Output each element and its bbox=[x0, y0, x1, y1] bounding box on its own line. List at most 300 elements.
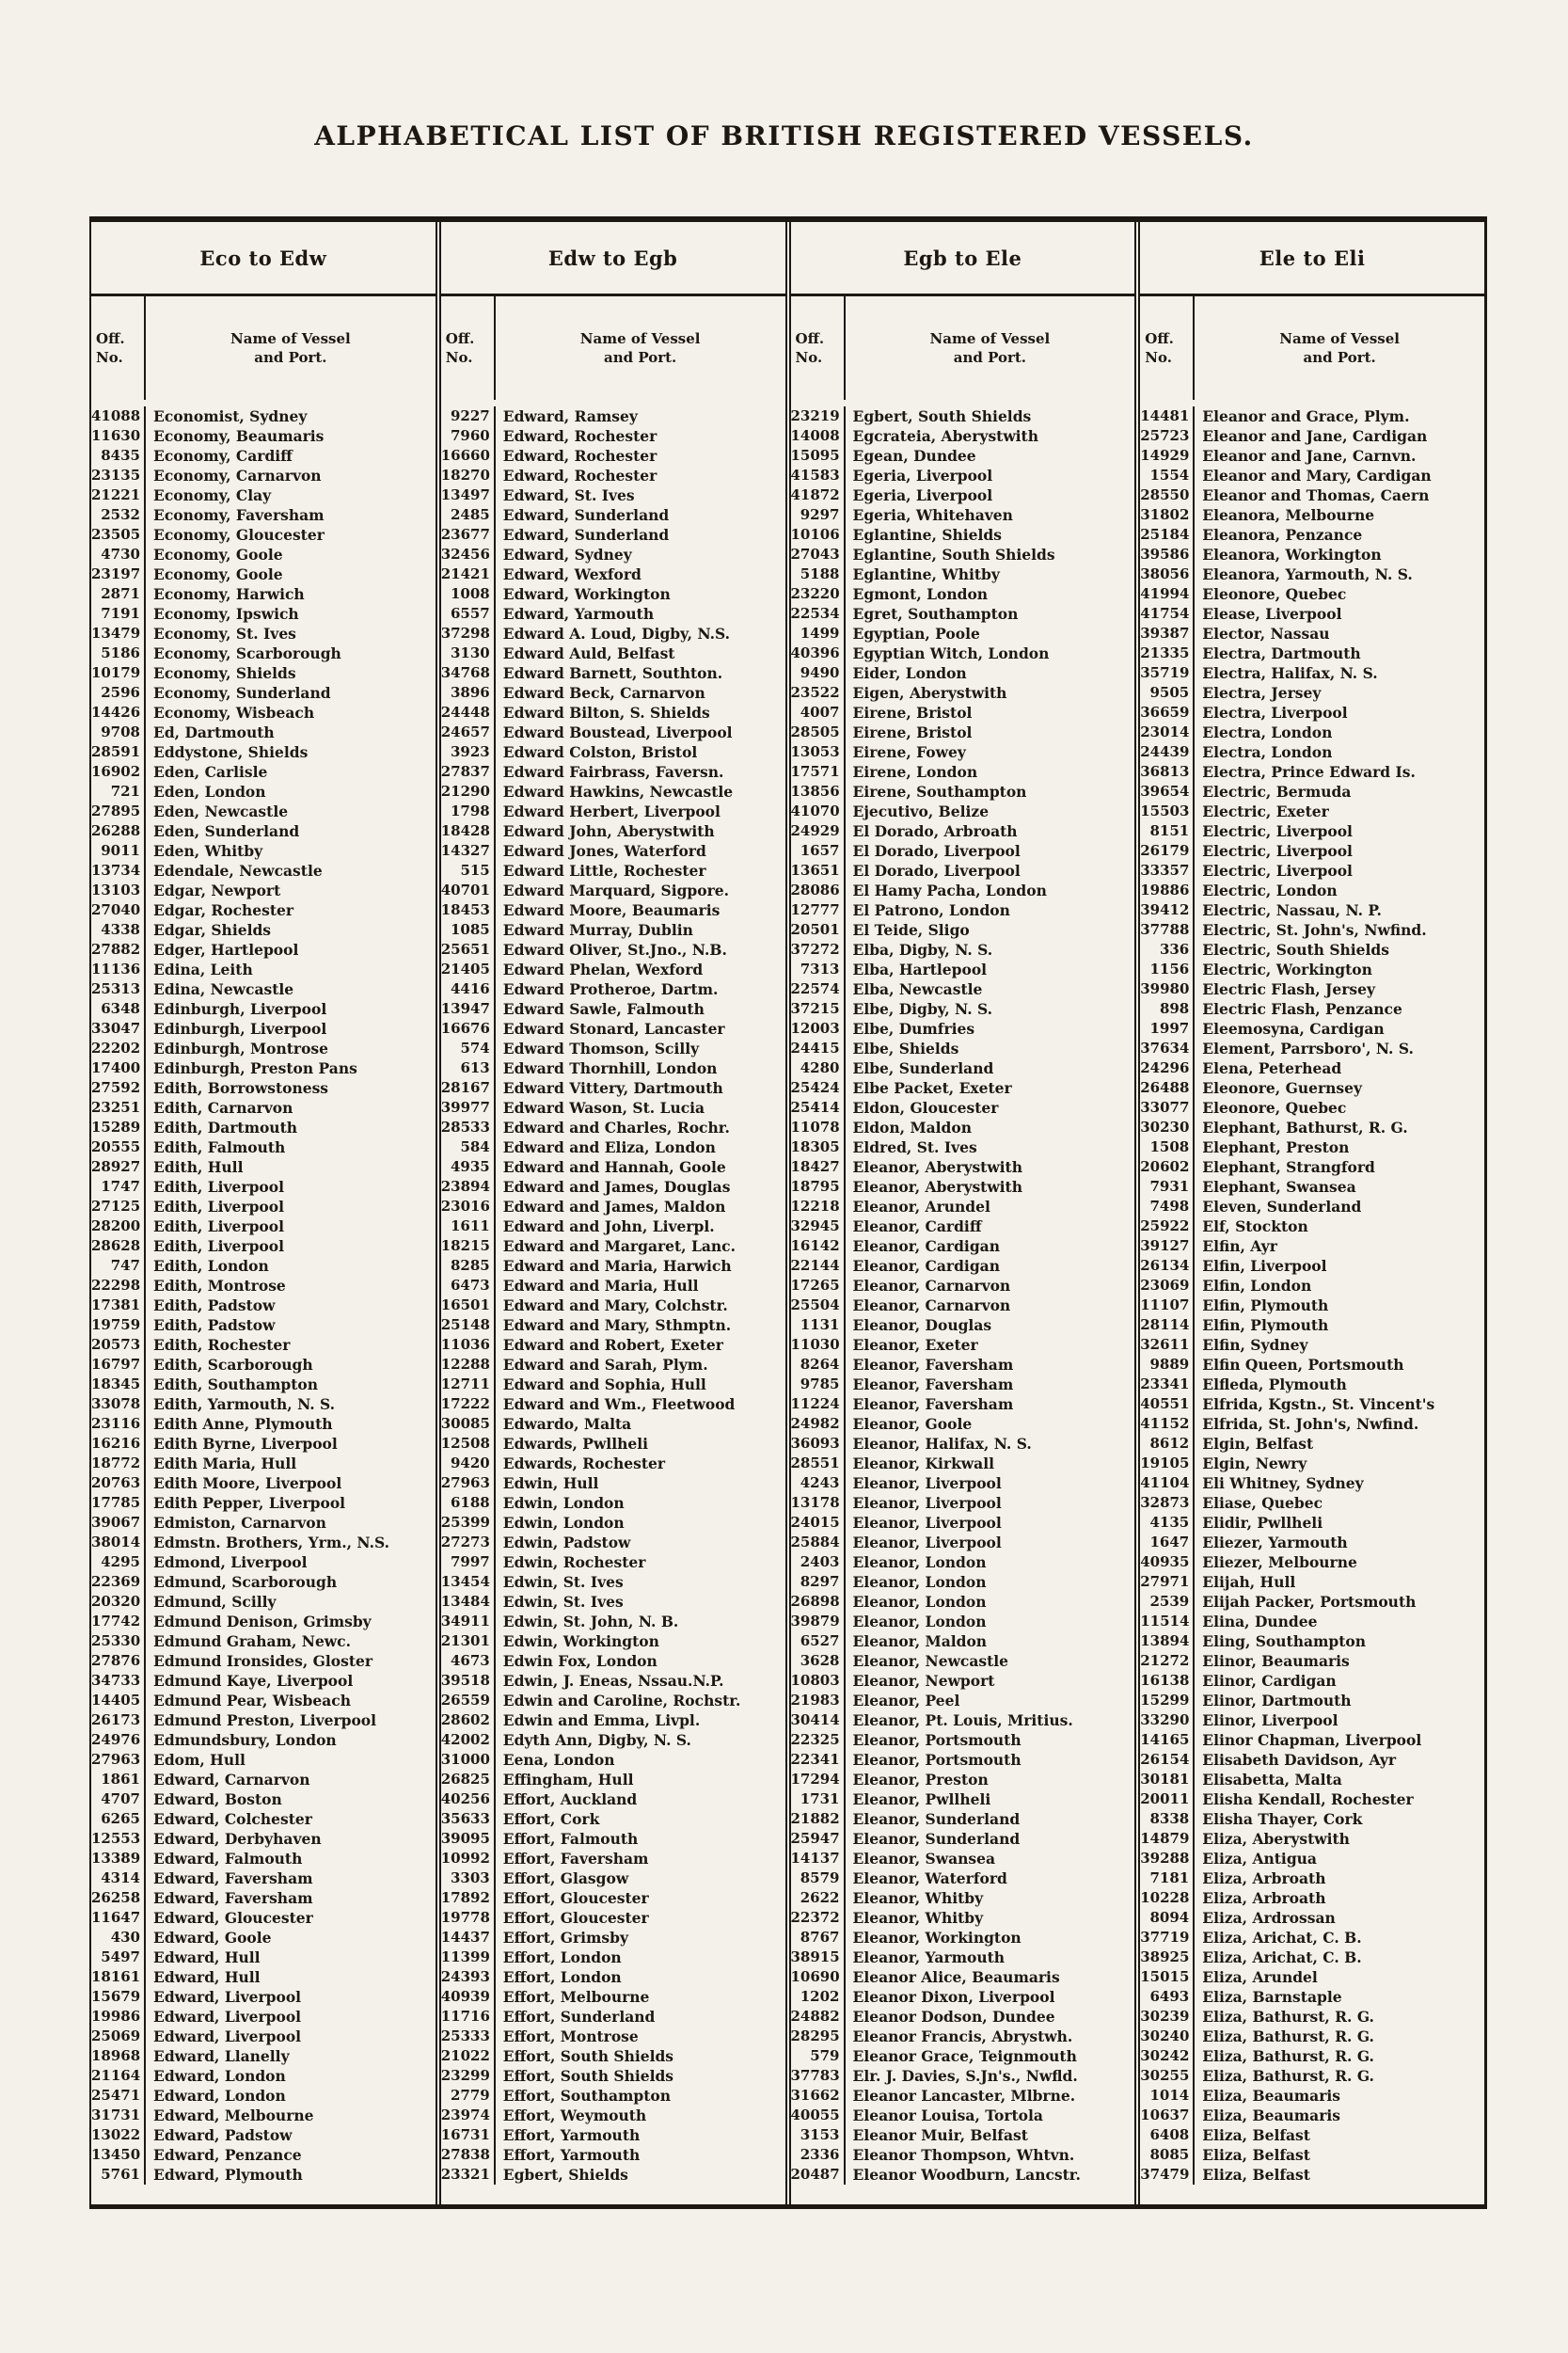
vessel-name-port-cell: Edwin and Emma, Livpl. bbox=[502, 1711, 701, 1729]
table-row bbox=[791, 1631, 1135, 1651]
vessel-name-port-cell: Electric, Liverpool bbox=[1202, 862, 1353, 880]
vessel-name-port-cell: Edward Thornhill, London bbox=[502, 1059, 718, 1077]
vessel-name-port-cell: Eleanor, Carnarvon bbox=[852, 1277, 1011, 1295]
vessel-name-port-cell: Edith, Montrose bbox=[153, 1277, 286, 1295]
vessel-name-port-cell: El Dorado, Liverpool bbox=[852, 862, 1021, 880]
table-row bbox=[791, 900, 1135, 920]
official-number-cell: 31802 bbox=[1140, 505, 1195, 525]
vessel-name-port-cell: Eleanor, Liverpool bbox=[852, 1534, 1002, 1551]
table-row bbox=[791, 1098, 1135, 1118]
table-row bbox=[791, 1473, 1135, 1493]
official-number-cell: 4673 bbox=[441, 1651, 496, 1671]
vessel-name-port-cell: Eglantine, South Shields bbox=[852, 546, 1055, 564]
vessel-name-port-cell: Eleanor, Yarmouth bbox=[852, 1948, 1006, 1966]
vessel-name-port-cell: Edmund Ironsides, Gloster bbox=[153, 1652, 373, 1670]
table-row bbox=[791, 1888, 1135, 1908]
official-number-cell: 7181 bbox=[1140, 1868, 1195, 1888]
vessel-name-port-cell: Edward Stonard, Lancaster bbox=[502, 1020, 725, 1038]
table-row bbox=[441, 406, 785, 426]
table-row bbox=[791, 1928, 1135, 1948]
vessel-name-port-cell: Economy, Ipswich bbox=[153, 605, 299, 623]
official-number-cell: 8085 bbox=[1140, 2145, 1195, 2165]
table-row bbox=[91, 2066, 436, 2086]
table-row bbox=[1140, 1157, 1484, 1177]
official-number-cell: 37298 bbox=[441, 624, 496, 644]
vessel-name-port-cell: Edgar, Newport bbox=[153, 882, 281, 899]
vessel-name-port-cell: Eleanor, Cardigan bbox=[852, 1257, 1000, 1275]
table-row bbox=[441, 624, 785, 644]
vessel-name-port-cell: Edmstn. Brothers, Yrm., N.S. bbox=[153, 1534, 390, 1551]
table-row bbox=[441, 2086, 785, 2106]
official-number-cell: 13053 bbox=[791, 742, 846, 762]
table-row bbox=[91, 1375, 436, 1394]
table-row bbox=[791, 1868, 1135, 1888]
vessel-name-port-cell: Edwin, Hull bbox=[502, 1474, 599, 1492]
official-number-cell: 8094 bbox=[1140, 1908, 1195, 1928]
official-number-cell: 40701 bbox=[441, 881, 496, 900]
vessel-name-port-cell: Eleanor, Pt. Louis, Mritius. bbox=[852, 1711, 1073, 1729]
official-number-cell: 30239 bbox=[1140, 2007, 1195, 2027]
vessel-name-port-cell: Edgar, Rochester bbox=[153, 901, 294, 919]
official-number-cell: 6493 bbox=[1140, 1987, 1195, 2007]
official-number-cell: 39288 bbox=[1140, 1849, 1195, 1868]
vessel-name-port-cell: Elisabetta, Malta bbox=[1202, 1771, 1342, 1789]
vessel-name-port-cell: Effort, Faversham bbox=[502, 1850, 649, 1868]
vessel-name-port-cell: Eleanor, Portsmouth bbox=[852, 1731, 1022, 1749]
vessel-name-port-cell: Edith Maria, Hull bbox=[153, 1455, 297, 1472]
vessel-name-port-cell: Effort, Sunderland bbox=[502, 2008, 656, 2026]
official-number-cell: 27971 bbox=[1140, 1572, 1195, 1592]
vessel-name-port-cell: Edmond, Liverpool bbox=[153, 1553, 308, 1571]
vessel-name-port-cell: Elinor Chapman, Liverpool bbox=[1202, 1731, 1422, 1749]
vessel-name-port-cell: Edith, Falmouth bbox=[153, 1138, 286, 1156]
official-number-cell: 4416 bbox=[441, 979, 496, 999]
vessel-name-port-cell: Edward, Padstow bbox=[153, 2126, 293, 2144]
table-row bbox=[441, 1058, 785, 1078]
official-number-cell: 15095 bbox=[791, 446, 846, 466]
official-number-cell: 10637 bbox=[1140, 2106, 1195, 2125]
table-row bbox=[791, 1612, 1135, 1631]
table-row bbox=[791, 1394, 1135, 1414]
vessel-name-port-cell: Eleanor Thompson, Whtvn. bbox=[852, 2146, 1075, 2164]
official-number-cell: 24439 bbox=[1140, 742, 1195, 762]
table-row bbox=[441, 1552, 785, 1572]
name-header-line2: and Port. bbox=[1303, 349, 1376, 366]
official-number-cell: 22144 bbox=[791, 1256, 846, 1276]
official-number-cell: 20763 bbox=[91, 1473, 146, 1493]
table-row bbox=[1140, 861, 1484, 881]
official-number-cell: 11036 bbox=[441, 1335, 496, 1355]
column-range-header: Ele to Eli bbox=[1140, 222, 1484, 296]
vessel-name-port-cell: Eleanor, Cardigan bbox=[852, 1237, 1000, 1255]
official-number-cell: 17571 bbox=[791, 762, 846, 782]
official-number-cell: 27837 bbox=[441, 762, 496, 782]
official-number-cell: 13651 bbox=[791, 861, 846, 881]
table-row bbox=[791, 406, 1135, 426]
table-row bbox=[441, 1493, 785, 1513]
vessel-name-port-cell: Eleanor Dixon, Liverpool bbox=[852, 1988, 1055, 2006]
official-number-cell: 26134 bbox=[1140, 1256, 1195, 1276]
official-number-cell: 9785 bbox=[791, 1375, 846, 1394]
table-row bbox=[91, 624, 436, 644]
official-number-cell: 14008 bbox=[791, 426, 846, 446]
official-number-cell: 31731 bbox=[91, 2106, 146, 2125]
official-number-cell: 3130 bbox=[441, 644, 496, 663]
vessel-name-port-cell: Eleanor Grace, Teignmouth bbox=[852, 2047, 1077, 2065]
table-row bbox=[91, 1058, 436, 1078]
official-number-cell: 15015 bbox=[1140, 1967, 1195, 1987]
official-number-cell: 21421 bbox=[441, 564, 496, 584]
table-row bbox=[441, 1928, 785, 1948]
table-row bbox=[91, 841, 436, 861]
rows-container bbox=[1140, 400, 1484, 2204]
vessel-name-port-cell: Eliza, Arichat, C. B. bbox=[1202, 1948, 1362, 1966]
official-number-cell: 16731 bbox=[441, 2125, 496, 2145]
table-row bbox=[91, 1651, 436, 1671]
vessel-name-port-cell: Eleanor, Peel bbox=[852, 1692, 960, 1709]
vessel-name-port-cell: Elba, Digby, N. S. bbox=[852, 941, 993, 959]
vessel-name-port-cell: Edwin, London bbox=[502, 1494, 625, 1512]
vessel-name-port-cell: Eleanor, Exeter bbox=[852, 1336, 978, 1354]
vessel-name-port-cell: Eden, Carlisle bbox=[153, 763, 268, 781]
vessel-name-port-cell: Eleanora, Yarmouth, N. S. bbox=[1202, 565, 1413, 583]
official-number-cell: 10992 bbox=[441, 1849, 496, 1868]
official-number-cell: 3923 bbox=[441, 742, 496, 762]
vessel-name-port-cell: Edward Thomson, Scilly bbox=[502, 1040, 700, 1057]
vessel-name-port-cell: Edmiston, Carnarvon bbox=[153, 1514, 326, 1532]
table-row bbox=[1140, 604, 1484, 624]
table-row bbox=[441, 723, 785, 742]
vessel-name-port-cell: Eleanor, Whitby bbox=[852, 1909, 984, 1927]
vessel-name-port-cell: Edendale, Newcastle bbox=[153, 862, 323, 880]
vessel-name-port-cell: Elba, Hartlepool bbox=[852, 961, 988, 978]
official-number-cell: 3303 bbox=[441, 1868, 496, 1888]
table-row bbox=[791, 999, 1135, 1019]
vessel-name-port-cell: Edwin, London bbox=[502, 1514, 625, 1532]
official-number-cell: 2596 bbox=[91, 683, 146, 703]
official-number-cell: 41583 bbox=[791, 466, 846, 485]
vessel-name-port-cell: Eleanor Lancaster, Mlbrne. bbox=[852, 2087, 1076, 2105]
vessel-name-header bbox=[496, 296, 785, 400]
official-number-cell: 19886 bbox=[1140, 881, 1195, 900]
vessel-name-port-cell: Effort, Yarmouth bbox=[502, 2146, 641, 2164]
official-number-cell: 8612 bbox=[1140, 1434, 1195, 1454]
official-number-cell: 1611 bbox=[441, 1216, 496, 1236]
table-row bbox=[791, 1137, 1135, 1157]
vessel-name-port-cell: Effort, London bbox=[502, 1948, 622, 1966]
table-row bbox=[1140, 1039, 1484, 1058]
official-number-cell: 12777 bbox=[791, 900, 846, 920]
off-label: Off. bbox=[795, 330, 825, 347]
official-number-cell: 2779 bbox=[441, 2086, 496, 2106]
vessel-name-port-cell: Edmund Graham, Newc. bbox=[153, 1632, 351, 1650]
official-number-cell: 21022 bbox=[441, 2046, 496, 2066]
table-row bbox=[1140, 1592, 1484, 1612]
vessel-name-port-cell: Edward Phelan, Wexford bbox=[502, 961, 704, 978]
official-number-cell: 26179 bbox=[1140, 841, 1195, 861]
vessel-name-port-cell: Elinor, Dartmouth bbox=[1202, 1692, 1352, 1709]
vessel-name-port-cell: Ejecutivo, Belize bbox=[852, 803, 990, 820]
official-number-cell: 11136 bbox=[91, 960, 146, 979]
official-number-cell: 7498 bbox=[1140, 1197, 1195, 1216]
table-row bbox=[1140, 1019, 1484, 1039]
table-row bbox=[91, 1236, 436, 1256]
table-row bbox=[91, 406, 436, 426]
vessel-name-port-cell: Edmund, Scarborough bbox=[153, 1573, 338, 1591]
vessel-name-port-cell: Elinor, Liverpool bbox=[1202, 1711, 1338, 1729]
official-number-cell: 38056 bbox=[1140, 564, 1195, 584]
vessel-name-port-cell: Eleanor, Preston bbox=[852, 1771, 989, 1789]
table-row bbox=[91, 1770, 436, 1789]
vessel-name-port-cell: Eliza, Bathurst, R. G. bbox=[1202, 2008, 1374, 2026]
table-row bbox=[1140, 584, 1484, 604]
official-number-cell: 21983 bbox=[791, 1691, 846, 1710]
official-number-cell: 4007 bbox=[791, 703, 846, 723]
table-row bbox=[1140, 2027, 1484, 2046]
vessel-name-port-cell: Eirene, London bbox=[852, 763, 978, 781]
vessel-name-port-cell: Edwin, Rochester bbox=[502, 1553, 646, 1571]
vessel-name-port-cell: Eleven, Sunderland bbox=[1202, 1198, 1362, 1216]
table-row bbox=[1140, 683, 1484, 703]
official-number-cell: 13022 bbox=[91, 2125, 146, 2145]
official-number-cell: 3896 bbox=[441, 683, 496, 703]
vessel-name-port-cell: Elisha Thayer, Cork bbox=[1202, 1810, 1363, 1828]
table-row bbox=[791, 1039, 1135, 1058]
vessel-name-port-cell: Eleanor, London bbox=[852, 1593, 987, 1611]
table-row bbox=[91, 466, 436, 485]
vessel-name-port-cell: Electric, South Shields bbox=[1202, 941, 1389, 959]
vessel-name-port-cell: Elephant, Preston bbox=[1202, 1138, 1350, 1156]
table-row bbox=[441, 525, 785, 545]
column-headers bbox=[791, 296, 1135, 400]
vessel-name-port-cell: Edmund Denison, Grimsby bbox=[153, 1613, 372, 1630]
table-row bbox=[441, 1631, 785, 1651]
table-row bbox=[441, 2106, 785, 2125]
official-number-cell: 9505 bbox=[1140, 683, 1195, 703]
vessel-name-port-cell: Edward and Hannah, Goole bbox=[502, 1158, 726, 1176]
vessel-name-port-cell: Eleanor, Faversham bbox=[852, 1375, 1014, 1393]
official-number-cell: 27963 bbox=[91, 1750, 146, 1770]
official-number-cell: 26258 bbox=[91, 1888, 146, 1908]
vessel-name-port-cell: Effingham, Hull bbox=[502, 1771, 634, 1789]
vessel-name-port-cell: Edmund Preston, Liverpool bbox=[153, 1711, 377, 1729]
official-number-cell: 5186 bbox=[91, 644, 146, 663]
table-row bbox=[91, 881, 436, 900]
vessel-name-port-cell: Eleanor Alice, Beaumaris bbox=[852, 1968, 1060, 1986]
vessel-name-port-cell: Edward Bilton, S. Shields bbox=[502, 704, 710, 722]
table-row bbox=[441, 999, 785, 1019]
table-row bbox=[441, 1533, 785, 1552]
vessel-name-port-cell: Edinburgh, Preston Pans bbox=[153, 1059, 357, 1077]
table-row bbox=[91, 2046, 436, 2066]
vessel-name-port-cell: Eliza, Belfast bbox=[1202, 2166, 1310, 2184]
table-row bbox=[91, 564, 436, 584]
vessel-name-port-cell: Edith Byrne, Liverpool bbox=[153, 1435, 338, 1453]
official-number-cell: 32611 bbox=[1140, 1335, 1195, 1355]
official-number-cell: 13103 bbox=[91, 881, 146, 900]
official-number-cell: 34911 bbox=[441, 1612, 496, 1631]
vessel-name-port-cell: Eleanor, Aberystwith bbox=[852, 1158, 1022, 1176]
table-row bbox=[441, 1809, 785, 1829]
vessel-name-port-cell: Edward and Mary, Colchstr. bbox=[502, 1296, 728, 1314]
off-no-header bbox=[1140, 296, 1195, 400]
official-number-cell: 18795 bbox=[791, 1177, 846, 1197]
official-number-cell: 23974 bbox=[441, 2106, 496, 2125]
vessel-name-port-cell: Electric, Nassau, N. P. bbox=[1202, 901, 1382, 919]
table-row bbox=[791, 604, 1135, 624]
official-number-cell: 19105 bbox=[1140, 1454, 1195, 1473]
official-number-cell: 16142 bbox=[791, 1236, 846, 1256]
table-row bbox=[791, 1948, 1135, 1967]
vessel-name-port-cell: Edward and Eliza, London bbox=[502, 1138, 716, 1156]
vessel-name-port-cell: Eleanor and Thomas, Caern bbox=[1202, 486, 1430, 504]
official-number-cell: 515 bbox=[441, 861, 496, 881]
official-number-cell: 7960 bbox=[441, 426, 496, 446]
table-row bbox=[1140, 1513, 1484, 1533]
name-header-line1: Name of Vessel bbox=[230, 330, 351, 347]
vessel-name-header bbox=[146, 296, 436, 400]
official-number-cell: 584 bbox=[441, 1137, 496, 1157]
table-row bbox=[441, 861, 785, 881]
table-row bbox=[441, 584, 785, 604]
official-number-cell: 14929 bbox=[1140, 446, 1195, 466]
vessel-name-port-cell: Electra, London bbox=[1202, 743, 1333, 761]
official-number-cell: 6408 bbox=[1140, 2125, 1195, 2145]
vessel-name-port-cell: Edward, Derbyhaven bbox=[153, 1830, 322, 1848]
official-number-cell: 9420 bbox=[441, 1454, 496, 1473]
vessel-name-port-cell: Elfleda, Plymouth bbox=[1202, 1375, 1347, 1393]
vessel-name-port-cell: Eleanor, Goole bbox=[852, 1415, 973, 1433]
official-number-cell: 20573 bbox=[91, 1335, 146, 1355]
vessel-name-port-cell: Effort, Yarmouth bbox=[502, 2126, 641, 2144]
table-row bbox=[1140, 881, 1484, 900]
official-number-cell: 1997 bbox=[1140, 1019, 1195, 1039]
vessel-name-port-cell: Electric, Exeter bbox=[1202, 803, 1329, 820]
official-number-cell: 26154 bbox=[1140, 1750, 1195, 1770]
official-number-cell: 21164 bbox=[91, 2066, 146, 2086]
official-number-cell: 41152 bbox=[1140, 1414, 1195, 1434]
vessel-name-port-cell: Edwards, Rochester bbox=[502, 1455, 666, 1472]
table-row bbox=[791, 960, 1135, 979]
vessel-name-port-cell: Eliza, Arichat, C. B. bbox=[1202, 1929, 1362, 1947]
table-row bbox=[1140, 960, 1484, 979]
official-number-cell: 8579 bbox=[791, 1868, 846, 1888]
vessel-name-port-cell: Edward, Falmouth bbox=[153, 1850, 303, 1868]
vessel-name-port-cell: Edward and Wm., Fleetwood bbox=[502, 1395, 736, 1413]
table-row bbox=[1140, 723, 1484, 742]
vessel-name-port-cell: Edward, Liverpool bbox=[153, 2008, 302, 2026]
table-row bbox=[1140, 1296, 1484, 1315]
official-number-cell: 13479 bbox=[91, 624, 146, 644]
table-row bbox=[1140, 802, 1484, 821]
off-label: Off. bbox=[96, 330, 125, 347]
table-row bbox=[441, 2145, 785, 2165]
vessel-name-port-cell: Edward, Sydney bbox=[502, 546, 632, 564]
official-number-cell: 39518 bbox=[441, 1671, 496, 1691]
vessel-name-port-cell: Eleanor, Sunderland bbox=[852, 1830, 1021, 1848]
table-row bbox=[441, 703, 785, 723]
table-row bbox=[91, 1137, 436, 1157]
table-row bbox=[1140, 703, 1484, 723]
official-number-cell: 28927 bbox=[91, 1157, 146, 1177]
official-number-cell: 15289 bbox=[91, 1118, 146, 1137]
table-row bbox=[1140, 1256, 1484, 1276]
vessel-name-port-cell: Economy, Beaumaris bbox=[153, 427, 325, 445]
official-number-cell: 430 bbox=[91, 1928, 146, 1948]
table-row bbox=[791, 1177, 1135, 1197]
vessel-name-port-cell: Electric Flash, Penzance bbox=[1202, 1000, 1402, 1018]
vessel-name-port-cell: Elgin, Newry bbox=[1202, 1455, 1307, 1472]
vessel-name-port-cell: Eleanor, Newport bbox=[852, 1672, 995, 1690]
table-row bbox=[91, 1552, 436, 1572]
table-row bbox=[1140, 644, 1484, 663]
official-number-cell: 19986 bbox=[91, 2007, 146, 2027]
official-number-cell: 13856 bbox=[791, 782, 846, 802]
vessel-name-port-cell: Edith Anne, Plymouth bbox=[153, 1415, 333, 1433]
official-number-cell: 28114 bbox=[1140, 1315, 1195, 1335]
table-row bbox=[91, 1631, 436, 1651]
vessel-name-port-cell: Eleanor and Jane, Carnvn. bbox=[1202, 447, 1417, 465]
official-number-cell: 17400 bbox=[91, 1058, 146, 1078]
official-number-cell: 2871 bbox=[91, 584, 146, 604]
vessel-name-port-cell: Edith, Padstow bbox=[153, 1316, 276, 1334]
table-row bbox=[1140, 2125, 1484, 2145]
table-row bbox=[791, 564, 1135, 584]
official-number-cell: 25723 bbox=[1140, 426, 1195, 446]
official-number-cell: 15503 bbox=[1140, 802, 1195, 821]
table-row bbox=[1140, 1414, 1484, 1434]
official-number-cell: 27838 bbox=[441, 2145, 496, 2165]
vessel-name-port-cell: Economy, Faversham bbox=[153, 506, 325, 524]
official-number-cell: 30414 bbox=[791, 1710, 846, 1730]
table-row bbox=[441, 1039, 785, 1058]
official-number-cell: 38925 bbox=[1140, 1948, 1195, 1967]
vessel-name-port-cell: Eleanor, Liverpool bbox=[852, 1494, 1002, 1512]
vessel-name-port-cell: Edward, Gloucester bbox=[153, 1909, 313, 1927]
table-row bbox=[1140, 505, 1484, 525]
official-number-cell: 9227 bbox=[441, 406, 496, 426]
table-row bbox=[791, 2165, 1135, 2185]
official-number-cell: 23341 bbox=[1140, 1375, 1195, 1394]
rows-container bbox=[91, 400, 436, 2204]
table-row bbox=[791, 2106, 1135, 2125]
vessel-name-port-cell: Elbe, Shields bbox=[852, 1040, 959, 1057]
table-row bbox=[91, 584, 436, 604]
official-number-cell: 26898 bbox=[791, 1592, 846, 1612]
vessel-name-port-cell: Eliza, Barnstaple bbox=[1202, 1988, 1342, 2006]
table-row bbox=[1140, 900, 1484, 920]
vessel-name-port-cell: Elephant, Bathurst, R. G. bbox=[1202, 1119, 1408, 1137]
vessel-name-port-cell: Edwin, St. Ives bbox=[502, 1593, 624, 1611]
column-range-header: Eco to Edw bbox=[91, 222, 436, 296]
vessel-name-port-cell: Edwards, Pwllheli bbox=[502, 1435, 648, 1453]
official-number-cell: 6348 bbox=[91, 999, 146, 1019]
vessel-name-port-cell: Edward and Maria, Hull bbox=[502, 1277, 699, 1295]
vessel-name-port-cell: Edward and Margaret, Lanc. bbox=[502, 1237, 736, 1255]
vessel-name-port-cell: Elfin, London bbox=[1202, 1277, 1312, 1295]
official-number-cell: 18427 bbox=[791, 1157, 846, 1177]
vessel-name-port-cell: Eldred, St. Ives bbox=[852, 1138, 977, 1156]
official-number-cell: 22372 bbox=[791, 1908, 846, 1928]
vessel-name-port-cell: Eleanor, Douglas bbox=[852, 1316, 992, 1334]
vessel-name-port-cell: Edina, Newcastle bbox=[153, 980, 294, 998]
official-number-cell: 2485 bbox=[441, 505, 496, 525]
official-number-cell: 4314 bbox=[91, 1868, 146, 1888]
official-number-cell: 574 bbox=[441, 1039, 496, 1058]
official-number-cell: 30230 bbox=[1140, 1118, 1195, 1137]
official-number-cell: 26288 bbox=[91, 821, 146, 841]
official-number-cell: 12288 bbox=[441, 1355, 496, 1375]
